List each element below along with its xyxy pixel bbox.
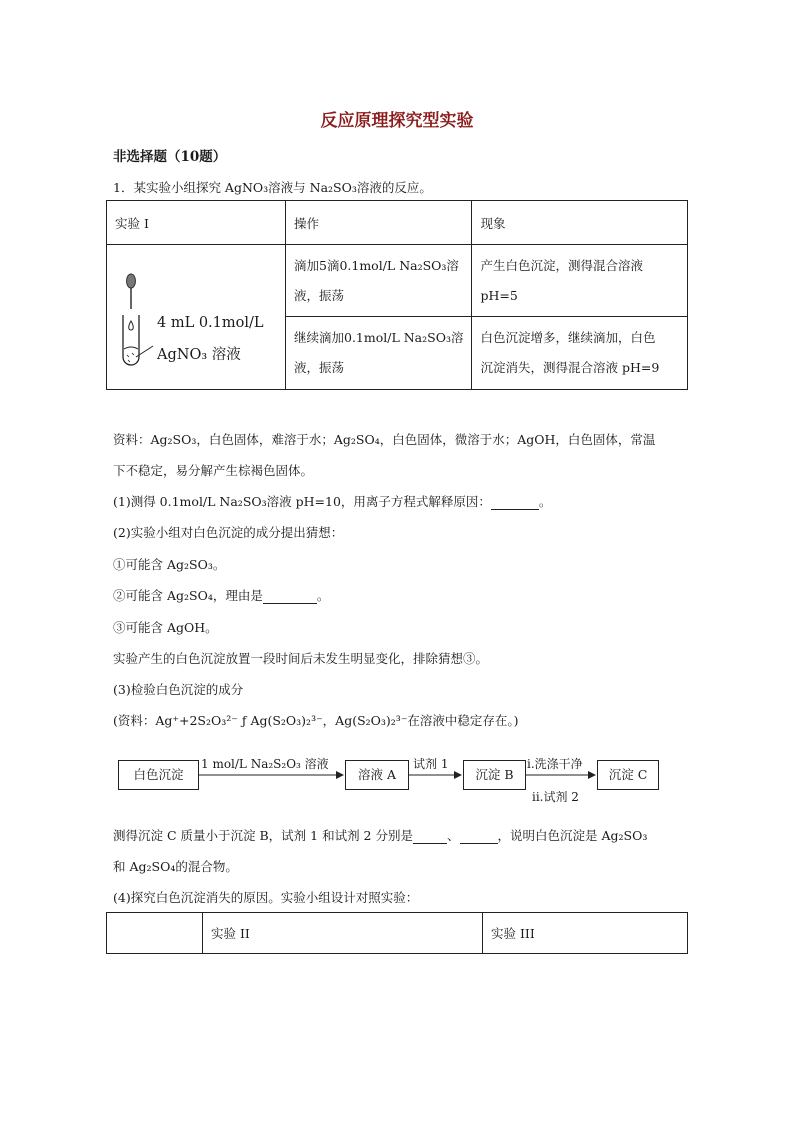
question-text: ②可能含 Ag₂SO₄，理由是 (113, 588, 263, 603)
table-header: 实验 II (203, 913, 483, 954)
question-text: 测得沉淀 C 质量小于沉淀 B，试剂 1 和试剂 2 分别是 (113, 828, 413, 843)
cell-text: 液，振荡 (294, 287, 345, 303)
arrow-label: i.洗涤干净 (527, 757, 583, 771)
question-1-2: (2)实验小组对白色沉淀的成分提出猜想： (113, 525, 344, 540)
material-note: (资料：Ag⁺+2S₂O₃²⁻ ƒ Ag(S₂O₃)₂³⁻，Ag(S₂O₃)₂³⁻在溶液中稳定存在。) (113, 713, 519, 728)
apparatus-label: AgNO₃ 溶液 (157, 347, 241, 363)
question-1-3: (3)检验白色沉淀的成分 (113, 682, 244, 697)
flow-box-precipitate-b: 沉淀 B (463, 760, 526, 790)
cell-text: pH=5 (480, 287, 518, 303)
guess-1: ①可能含 Ag₂SO₃。 (113, 557, 226, 572)
table-header: 操作 (286, 201, 472, 245)
exclude-text: 实验产生的白色沉淀放置一段时间后未发生明显变化，排除猜想③。 (113, 651, 489, 666)
punctuation: 。 (316, 588, 330, 603)
section-heading: 非选择题（10题） (113, 149, 227, 165)
cell-text: 白色沉淀增多，继续滴加，白色 (480, 330, 656, 345)
question-text: (1)测得 0.1mol/L Na₂SO₃溶液 pH=10，用离子方程式解释原因： (113, 494, 491, 509)
experiment-2-3-table (106, 912, 688, 954)
arrow-label: ii.试剂 2 (532, 790, 579, 804)
guess-3: ③可能含 AgOH。 (113, 620, 218, 635)
flow-box-solution-a: 溶液 A (345, 760, 409, 790)
answer-blank[interactable] (460, 831, 498, 844)
table-cell (107, 913, 203, 954)
table-header: 现象 (472, 201, 688, 245)
cell-text: 产生白色沉淀，测得混合溶液 (480, 257, 643, 273)
cell-text: 滴加5滴0.1mol/L Na₂SO₃溶 (294, 257, 459, 273)
material-text: 资料：Ag₂SO₃，白色固体，难溶于水；Ag₂SO₄，白色固体，微溶于水；AgOH，白色固体，常温 (113, 432, 656, 447)
page-title: 反应原理探究型实验 (320, 111, 474, 131)
cell-text: 液，振荡 (294, 360, 345, 375)
arrow-label: 1 mol/L Na₂S₂O₃ 溶液 (201, 757, 329, 771)
result-text: 和 Ag₂SO₄的混合物。 (113, 859, 238, 874)
question-1-intro: 1．某实验小组探究 AgNO₃溶液与 Na₂SO₃溶液的反应。 (113, 180, 432, 195)
flow-box-precipitate-c: 沉淀 C (597, 760, 659, 790)
flow-box-white-precipitate: 白色沉淀 (118, 760, 199, 790)
result-text (113, 826, 647, 844)
question-text: ，说明白色沉淀是 Ag₂SO₃ (497, 828, 648, 843)
table-header: 实验 I (107, 201, 286, 245)
arrow-label: 试剂 1 (413, 757, 449, 771)
apparatus-label: 4 mL 0.1mol/L (157, 315, 264, 331)
cell-text: 沉淀消失，测得混合溶液 pH=9 (480, 360, 660, 375)
table-header: 实验 III (483, 913, 688, 954)
material-text: 下不稳定，易分解产生棕褐色固体。 (113, 463, 314, 478)
question-1-4: (4)探究白色沉淀消失的原因。实验小组设计对照实验： (113, 890, 419, 905)
answer-blank[interactable] (413, 831, 447, 844)
punctuation: 。 (538, 494, 552, 509)
punctuation: 、 (446, 828, 460, 843)
cell-text: 继续滴加0.1mol/L Na₂SO₃溶 (294, 330, 464, 345)
